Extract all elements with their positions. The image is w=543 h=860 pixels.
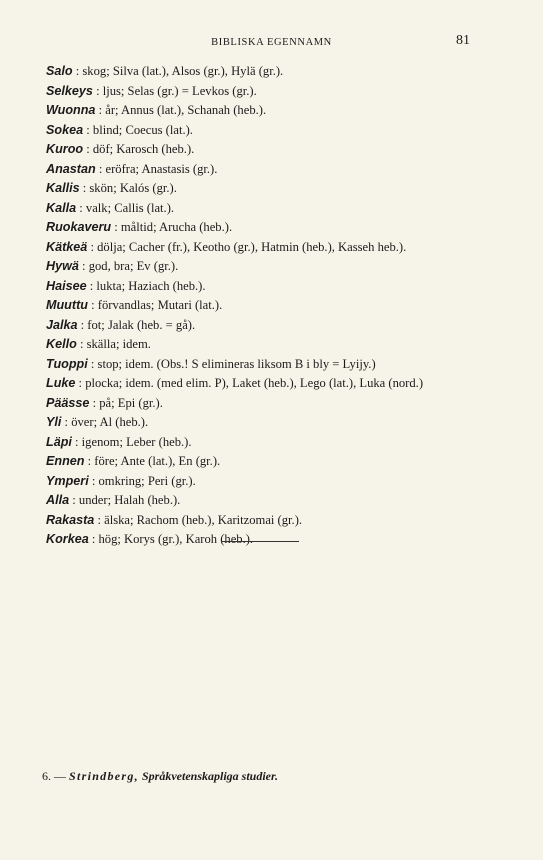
glossary-entry (46, 199, 523, 219)
entry-term: Ymperi (46, 473, 89, 488)
entry-definition: : plocka; idem. (med elim. P), Laket (heb.), Lego (lat.), Luka (nord.) (75, 376, 424, 390)
entry-term: Sokea (46, 122, 84, 137)
entry-definition: : måltid; Arucha (heb.). (111, 220, 233, 234)
entry-definition: : lukta; Haziach (heb.). (86, 278, 206, 293)
footer-author: Strindberg, (69, 769, 139, 783)
glossary-entry (46, 82, 523, 102)
glossary-entry (46, 218, 523, 238)
entry-term: Korkea (46, 532, 89, 546)
entry-term: Jalka (46, 317, 78, 332)
glossary-entry (46, 472, 523, 492)
entry-definition: : fot; Jalak (heb. = gå). (77, 317, 196, 332)
page-footer (42, 769, 278, 784)
entry-definition: : valk; Callis (lat.). (76, 200, 175, 215)
glossary-entry (46, 316, 523, 336)
entry-definition: : på; Epi (gr.). (89, 395, 163, 410)
entry-term: Tuoppi (46, 356, 88, 371)
entry-definition: : över; Al (heb.). (61, 415, 149, 429)
entry-term: Anastan (46, 161, 96, 176)
signature-number: 6. — (42, 769, 66, 783)
glossary-entry (46, 530, 523, 550)
page-number: 81 (456, 33, 470, 48)
entry-term: Rakasta (46, 512, 95, 527)
entry-term: Wuonna (46, 103, 96, 117)
glossary-entry (46, 491, 523, 511)
glossary-entry (46, 238, 523, 258)
entry-term: Salo (46, 64, 73, 78)
entry-term: Muuttu (46, 298, 88, 312)
glossary-list (46, 62, 523, 550)
entry-term: Luke (46, 376, 76, 390)
glossary-entry (46, 355, 523, 375)
entry-definition: : skön; Kalós (gr.). (79, 181, 177, 195)
entry-definition: : blind; Coecus (lat.). (83, 122, 193, 137)
entry-term: Kuroo (46, 142, 84, 156)
entry-definition: : älska; Rachom (heb.), Karitzomai (gr.). (94, 512, 303, 527)
glossary-entry (46, 101, 523, 121)
entry-term: Kallis (46, 181, 80, 195)
entry-definition: : år; Annus (lat.), Schanah (heb.). (95, 103, 267, 117)
entry-term: Kello (46, 337, 77, 351)
entry-term: Alla (46, 493, 70, 507)
glossary-entry (46, 413, 523, 433)
glossary-entry (46, 511, 523, 531)
glossary-entry (46, 296, 523, 316)
footer-title: Språkvetenskapliga studier. (141, 769, 278, 783)
entry-term: Läpi (46, 434, 72, 449)
entry-definition: : dölja; Cacher (fr.), Keotho (gr.), Hatmin (heb.), Kasseh heb.). (87, 239, 407, 254)
section-divider (221, 541, 299, 542)
glossary-entry (46, 62, 523, 82)
glossary-entry (46, 277, 523, 297)
entry-definition: : skog; Silva (lat.), Alsos (gr.), Hylä (gr.). (72, 64, 284, 78)
entry-term: Haisee (46, 278, 87, 293)
entry-term: Ennen (46, 454, 85, 468)
entry-term: Ruokaveru (46, 220, 112, 234)
entry-definition: : stop; idem. (Obs.! S elimineras liksom B i bly = Lyijy.) (87, 356, 376, 371)
glossary-entry (46, 140, 523, 160)
glossary-entry (46, 433, 523, 453)
glossary-entry (46, 335, 523, 355)
glossary-entry (46, 179, 523, 199)
glossary-entry (46, 394, 523, 414)
entry-definition: : under; Halah (heb.). (69, 493, 181, 507)
entry-definition: : ljus; Selas (gr.) = Levkos (gr.). (92, 83, 257, 98)
running-head: BIBLISKA EGENNAMN (211, 37, 332, 48)
entry-definition: : god, bra; Ev (gr.). (78, 259, 179, 273)
entry-term: Hywä (46, 259, 79, 273)
glossary-entry (46, 374, 523, 394)
glossary-entry (46, 257, 523, 277)
entry-definition: : före; Ante (lat.), En (gr.). (84, 454, 221, 468)
entry-definition: : igenom; Leber (heb.). (71, 434, 192, 449)
entry-definition: : eröfra; Anastasis (gr.). (95, 161, 218, 176)
entry-definition: : hög; Korys (gr.), Karoh (heb.). (88, 532, 254, 546)
entry-term: Päässe (46, 395, 90, 410)
entry-definition: : omkring; Peri (gr.). (88, 473, 196, 488)
entry-definition: : förvandlas; Mutari (lat.). (87, 298, 223, 312)
entry-term: Yli (46, 415, 62, 429)
glossary-entry (46, 121, 523, 141)
entry-term: Kalla (46, 200, 77, 215)
entry-term: Kätkeä (46, 239, 88, 254)
entry-term: Selkeys (46, 83, 93, 98)
glossary-entry (46, 160, 523, 180)
entry-definition: : döf; Karosch (heb.). (83, 142, 195, 156)
entry-definition: : skälla; idem. (76, 337, 151, 351)
glossary-entry (46, 452, 523, 472)
